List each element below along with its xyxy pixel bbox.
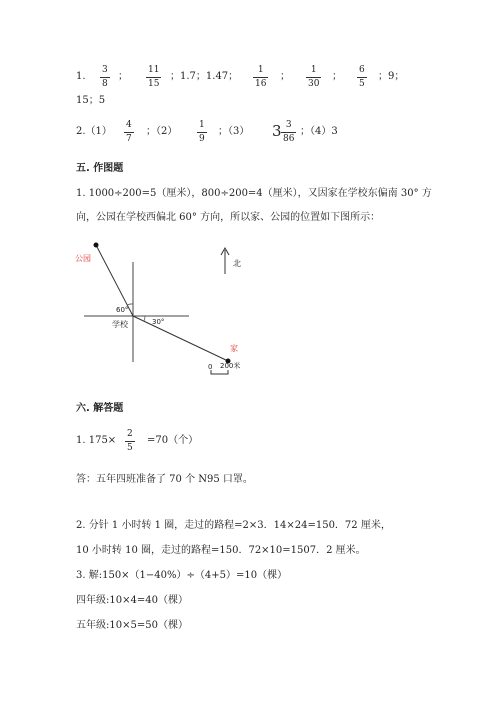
s6-q2-line-2: 10 小时转 10 圈，走过的路程=150．72×10=1507．2 厘米。	[76, 545, 366, 556]
fraction-4-7: 4 7	[126, 120, 132, 144]
s6-q3-line-2: 四年级:10×4=40（棵）	[76, 595, 188, 606]
fraction-6-5: 6 5	[359, 65, 365, 89]
park-point	[94, 243, 99, 248]
angle-arc-west	[127, 304, 133, 305]
q1-line-2: 15；5	[76, 95, 106, 106]
angle-30-label: 30°	[152, 318, 165, 326]
q2-label: 2.（1）	[76, 126, 112, 137]
scale-zero-label: 0	[208, 363, 213, 371]
q1-label: 1.	[76, 71, 86, 82]
s6-q3-line-1: 3. 解:150×（1−40%）÷（4+5）=10（棵）	[76, 570, 288, 581]
scale-bar	[211, 370, 228, 374]
school-label: 学校	[112, 320, 128, 329]
s6-q1-result: =70（个）	[147, 435, 199, 446]
s6-q3-line-3: 五年级:10×5=50（棵）	[76, 620, 188, 631]
q1-tail: ；9；	[378, 71, 405, 82]
section-5-title: 五. 作图题	[76, 163, 124, 174]
s6-q1-answer: 答：五年四班准备了 70 个 N95 口罩。	[76, 474, 253, 485]
q1-sep-3: ；	[280, 71, 290, 82]
fraction-1-30: 1 30	[308, 65, 320, 89]
fraction-3-8: 3 8	[102, 65, 108, 89]
fraction-2-5: 2 5	[127, 429, 133, 453]
fraction-1-16: 1 16	[255, 65, 267, 89]
q2-part-3: ；（3）	[218, 126, 250, 137]
line-to-home	[133, 316, 228, 361]
q2-part-2: ；（2）	[146, 126, 178, 137]
q2-part-4: ；（4）3	[300, 126, 338, 137]
park-label: 公园	[75, 254, 91, 263]
q1-sep-1: ；	[118, 71, 128, 82]
s6-q1-prefix: 1. 175×	[76, 435, 117, 446]
section-5-line-2: 向，公园在学校西偏北 60° 方向，所以家、公园的位置如下图所示：	[76, 212, 381, 223]
section-6-title: 六. 解答题	[76, 403, 124, 414]
s6-q2-line-1: 2. 分针 1 小时转 1 圈，走过的路程=2×3．14×24=150．72 厘米，	[76, 520, 391, 531]
q1-sep-4: ；	[332, 71, 342, 82]
north-label: 北	[233, 259, 241, 268]
fraction-1-9: 1 9	[199, 120, 205, 144]
q1-middle-values: ；1.7；1.47；	[170, 71, 239, 82]
angle-60-label: 60°	[116, 306, 129, 314]
fraction-3-86: 3 86	[283, 120, 295, 144]
scale-end-label: 200米	[220, 362, 241, 370]
mixed-number-whole: 3	[272, 122, 282, 140]
angle-arc-east	[144, 316, 145, 321]
fraction-11-15: 11 15	[148, 65, 160, 89]
section-5-line-1: 1. 1000÷200=5（厘米），800÷200=4（厘米），又因家在学校东偏南 30° 方	[76, 188, 432, 199]
home-label: 家	[230, 344, 238, 353]
